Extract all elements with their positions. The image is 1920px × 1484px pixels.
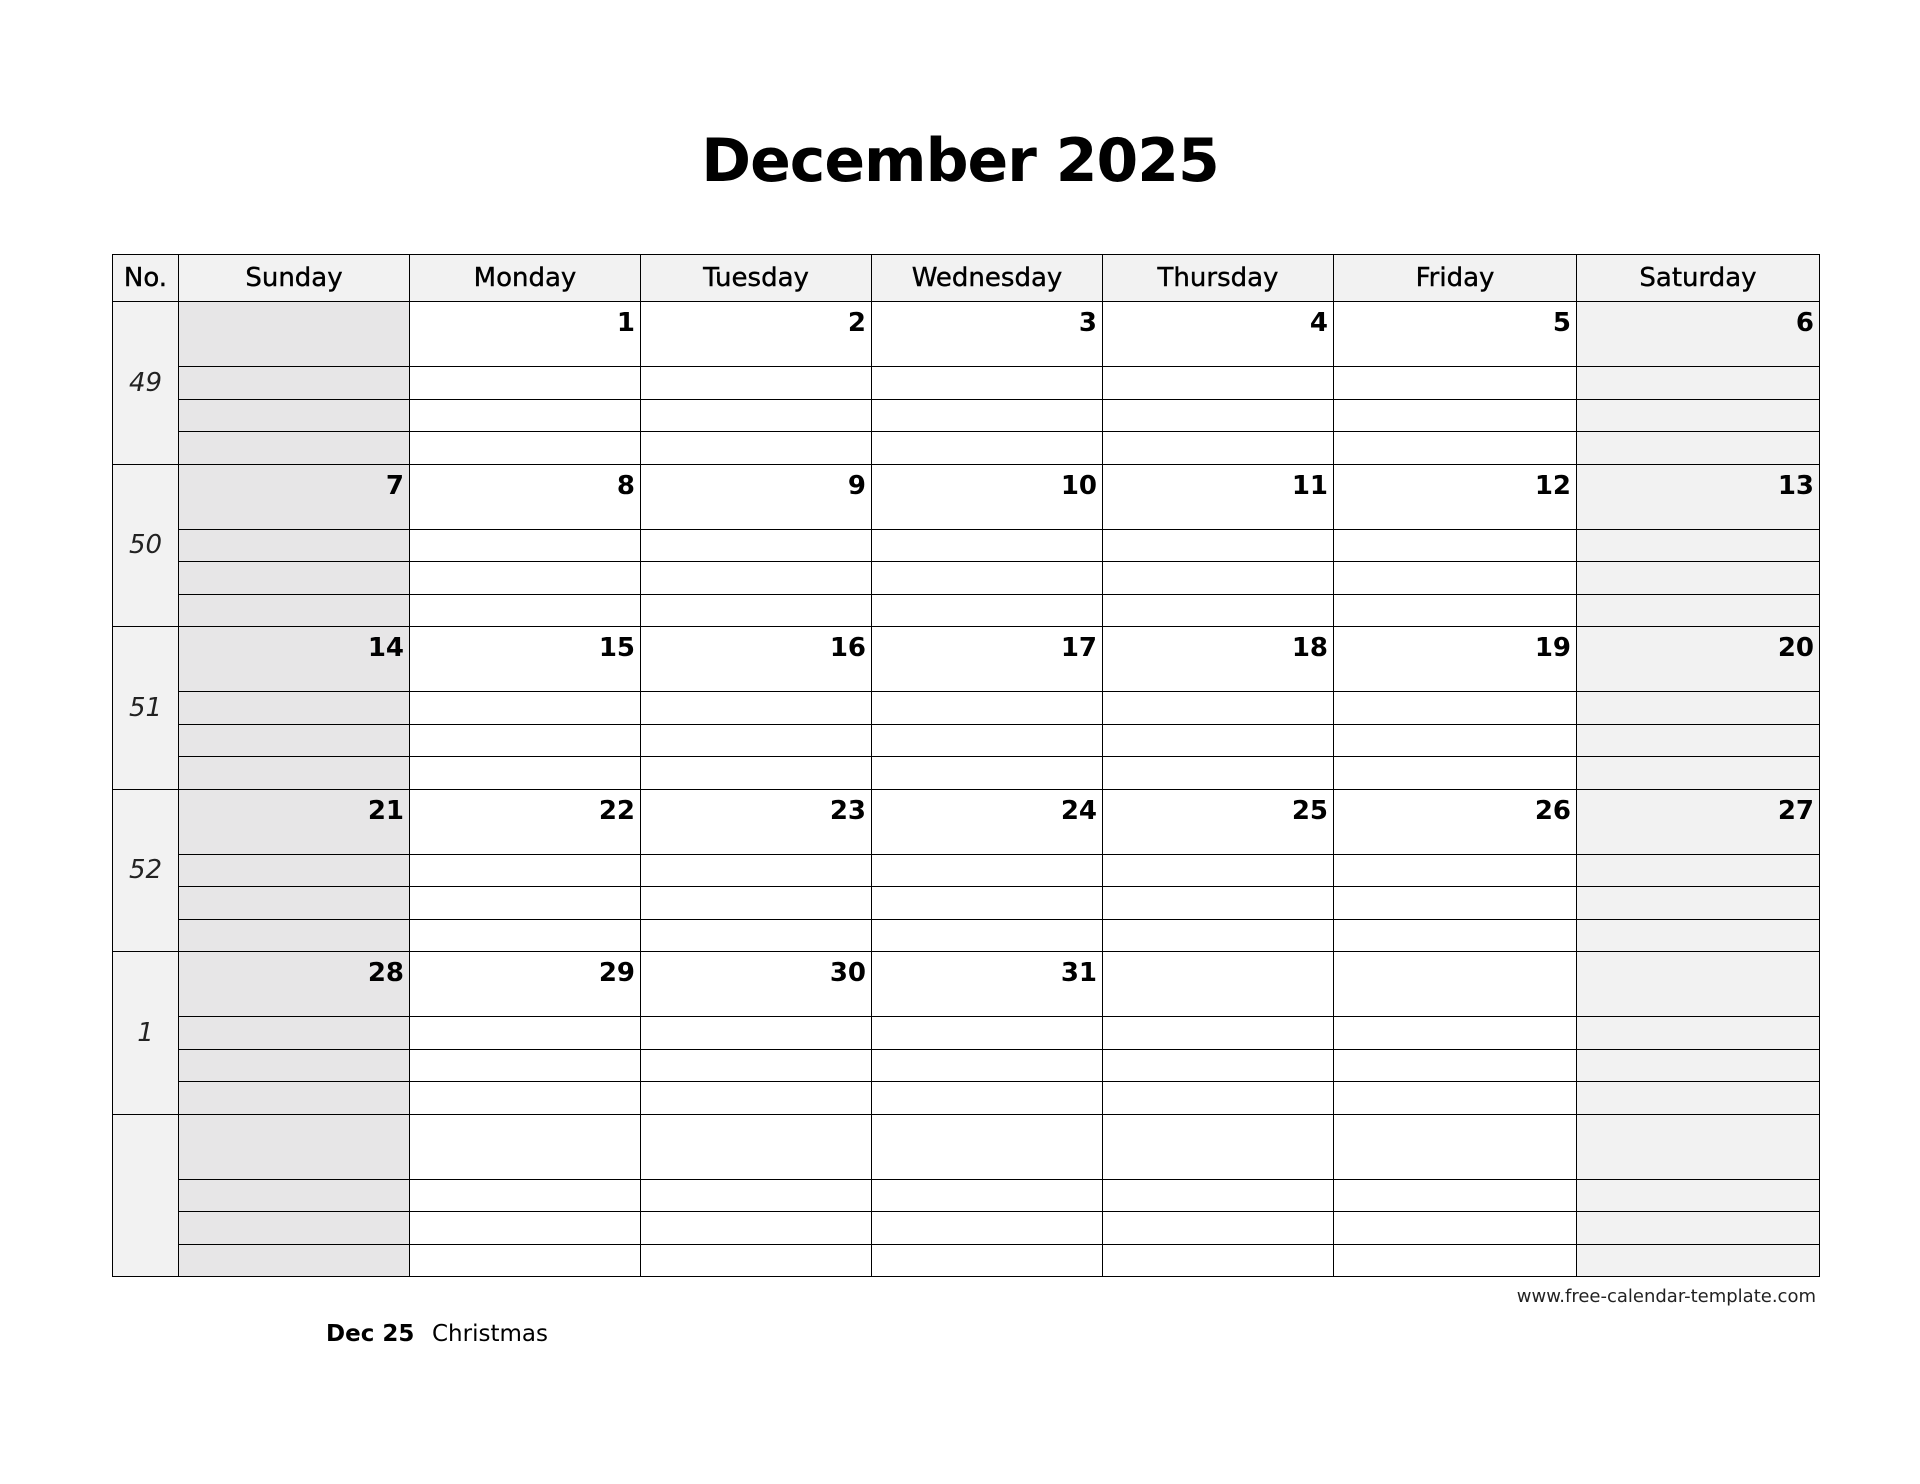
note-line-row bbox=[113, 887, 1820, 920]
day-number bbox=[404, 1132, 409, 1138]
day-number: 10 bbox=[1060, 470, 1097, 501]
note-line-row bbox=[113, 1082, 1820, 1115]
holiday-item bbox=[326, 1321, 548, 1347]
note-line-sunday bbox=[179, 1082, 410, 1115]
day-cell-friday bbox=[1334, 464, 1577, 529]
note-line-tuesday bbox=[641, 692, 872, 725]
holiday-name: Christmas bbox=[432, 1321, 548, 1347]
day-cell-wednesday bbox=[872, 627, 1103, 692]
note-line-saturday bbox=[1577, 887, 1820, 920]
note-line-wednesday bbox=[872, 529, 1103, 562]
header-week-number: No. bbox=[113, 255, 179, 302]
holiday-date: Dec 25 bbox=[326, 1321, 415, 1347]
note-line-tuesday bbox=[641, 1244, 872, 1277]
note-line-wednesday bbox=[872, 1179, 1103, 1212]
note-line-row bbox=[113, 919, 1820, 952]
note-line-saturday bbox=[1577, 399, 1820, 432]
note-line-saturday bbox=[1577, 562, 1820, 595]
note-line-row bbox=[113, 757, 1820, 790]
day-cell-friday bbox=[1334, 1114, 1577, 1179]
note-line-monday bbox=[410, 1017, 641, 1050]
note-line-row bbox=[113, 594, 1820, 627]
note-line-monday bbox=[410, 724, 641, 757]
note-line-tuesday bbox=[641, 919, 872, 952]
note-line-friday bbox=[1334, 1049, 1577, 1082]
day-cell-tuesday bbox=[641, 952, 872, 1017]
note-line-monday bbox=[410, 1049, 641, 1082]
week-number: 49 bbox=[113, 302, 179, 465]
note-line-sunday bbox=[179, 854, 410, 887]
note-line-saturday bbox=[1577, 757, 1820, 790]
day-number: 15 bbox=[598, 633, 635, 663]
day-number: 5 bbox=[1552, 308, 1571, 338]
note-line-saturday bbox=[1577, 692, 1820, 725]
note-line-wednesday bbox=[872, 562, 1103, 595]
note-line-wednesday bbox=[872, 887, 1103, 920]
day-number bbox=[404, 319, 409, 325]
note-line-row bbox=[113, 1244, 1820, 1277]
note-line-thursday bbox=[1103, 1244, 1334, 1277]
note-line-thursday bbox=[1103, 1212, 1334, 1245]
note-line-friday bbox=[1334, 594, 1577, 627]
note-line-thursday bbox=[1103, 594, 1334, 627]
header-sunday: Sunday bbox=[179, 255, 410, 302]
note-line-row bbox=[113, 529, 1820, 562]
day-cell-saturday bbox=[1577, 627, 1820, 692]
note-line-sunday bbox=[179, 887, 410, 920]
note-line-friday bbox=[1334, 432, 1577, 465]
day-cell-sunday bbox=[179, 952, 410, 1017]
note-line-sunday bbox=[179, 1049, 410, 1082]
note-line-monday bbox=[410, 887, 641, 920]
note-line-saturday bbox=[1577, 1244, 1820, 1277]
week-number: 52 bbox=[113, 789, 179, 952]
note-line-sunday bbox=[179, 1212, 410, 1245]
note-line-monday bbox=[410, 432, 641, 465]
note-line-row bbox=[113, 1179, 1820, 1212]
header-tuesday: Tuesday bbox=[641, 255, 872, 302]
day-number bbox=[1097, 1132, 1102, 1138]
note-line-friday bbox=[1334, 399, 1577, 432]
day-number bbox=[1814, 969, 1819, 975]
day-cell-wednesday bbox=[872, 952, 1103, 1017]
calendar-grid bbox=[112, 254, 1820, 1277]
note-line-row bbox=[113, 1017, 1820, 1050]
day-cell-sunday bbox=[179, 302, 410, 367]
note-line-sunday bbox=[179, 757, 410, 790]
note-line-monday bbox=[410, 1179, 641, 1212]
day-cell-friday bbox=[1334, 302, 1577, 367]
day-number: 17 bbox=[1060, 633, 1097, 663]
day-number bbox=[635, 1132, 640, 1138]
note-line-thursday bbox=[1103, 432, 1334, 465]
day-number: 24 bbox=[1060, 795, 1097, 826]
note-line-row bbox=[113, 692, 1820, 725]
header-wednesday: Wednesday bbox=[872, 255, 1103, 302]
note-line-saturday bbox=[1577, 1017, 1820, 1050]
day-cell-monday bbox=[410, 789, 641, 854]
day-number: 2 bbox=[847, 308, 866, 338]
day-cell-friday bbox=[1334, 952, 1577, 1017]
note-line-row bbox=[113, 1049, 1820, 1082]
note-line-row bbox=[113, 724, 1820, 757]
day-cell-friday bbox=[1334, 789, 1577, 854]
note-line-row bbox=[113, 562, 1820, 595]
note-line-wednesday bbox=[872, 757, 1103, 790]
note-line-tuesday bbox=[641, 529, 872, 562]
note-line-thursday bbox=[1103, 1082, 1334, 1115]
note-line-monday bbox=[410, 1244, 641, 1277]
note-line-wednesday bbox=[872, 1049, 1103, 1082]
day-cell-tuesday bbox=[641, 789, 872, 854]
day-number: 3 bbox=[1078, 308, 1097, 338]
note-line-saturday bbox=[1577, 1082, 1820, 1115]
header-saturday: Saturday bbox=[1577, 255, 1820, 302]
note-line-wednesday bbox=[872, 854, 1103, 887]
day-number: 1 bbox=[616, 308, 635, 338]
day-cell-thursday bbox=[1103, 952, 1334, 1017]
note-line-wednesday bbox=[872, 1082, 1103, 1115]
note-line-tuesday bbox=[641, 432, 872, 465]
note-line-sunday bbox=[179, 1244, 410, 1277]
note-line-tuesday bbox=[641, 1082, 872, 1115]
day-cell-thursday bbox=[1103, 789, 1334, 854]
week-number bbox=[113, 1114, 179, 1277]
note-line-monday bbox=[410, 692, 641, 725]
day-number: 22 bbox=[598, 795, 635, 826]
note-line-saturday bbox=[1577, 529, 1820, 562]
note-line-wednesday bbox=[872, 1244, 1103, 1277]
note-line-sunday bbox=[179, 724, 410, 757]
day-cell-wednesday bbox=[872, 789, 1103, 854]
day-number: 16 bbox=[829, 633, 866, 663]
note-line-thursday bbox=[1103, 724, 1334, 757]
note-line-wednesday bbox=[872, 1212, 1103, 1245]
day-cell-tuesday bbox=[641, 302, 872, 367]
day-cell-wednesday bbox=[872, 302, 1103, 367]
note-line-saturday bbox=[1577, 594, 1820, 627]
day-cell-monday bbox=[410, 1114, 641, 1179]
note-line-tuesday bbox=[641, 1049, 872, 1082]
day-number: 12 bbox=[1534, 470, 1571, 501]
note-line-tuesday bbox=[641, 1212, 872, 1245]
week-number: 50 bbox=[113, 464, 179, 627]
week-row bbox=[113, 302, 1820, 367]
header-friday: Friday bbox=[1334, 255, 1577, 302]
note-line-row bbox=[113, 432, 1820, 465]
note-line-sunday bbox=[179, 692, 410, 725]
day-cell-wednesday bbox=[872, 1114, 1103, 1179]
note-line-thursday bbox=[1103, 757, 1334, 790]
note-line-monday bbox=[410, 919, 641, 952]
note-line-sunday bbox=[179, 562, 410, 595]
note-line-sunday bbox=[179, 432, 410, 465]
day-cell-thursday bbox=[1103, 627, 1334, 692]
day-number bbox=[1814, 1132, 1819, 1138]
day-number: 28 bbox=[367, 958, 404, 988]
note-line-friday bbox=[1334, 724, 1577, 757]
note-line-wednesday bbox=[872, 1017, 1103, 1050]
day-cell-monday bbox=[410, 952, 641, 1017]
note-line-thursday bbox=[1103, 367, 1334, 400]
weekday-header-row bbox=[113, 255, 1820, 302]
note-line-saturday bbox=[1577, 1179, 1820, 1212]
note-line-sunday bbox=[179, 1017, 410, 1050]
note-line-monday bbox=[410, 757, 641, 790]
day-number: 8 bbox=[616, 470, 635, 501]
day-number: 11 bbox=[1291, 470, 1328, 501]
note-line-thursday bbox=[1103, 919, 1334, 952]
note-line-saturday bbox=[1577, 854, 1820, 887]
day-cell-saturday bbox=[1577, 1114, 1820, 1179]
day-number: 30 bbox=[829, 958, 866, 988]
day-number: 31 bbox=[1060, 958, 1097, 988]
note-line-sunday bbox=[179, 594, 410, 627]
note-line-friday bbox=[1334, 1212, 1577, 1245]
note-line-thursday bbox=[1103, 1017, 1334, 1050]
note-line-wednesday bbox=[872, 399, 1103, 432]
note-line-wednesday bbox=[872, 432, 1103, 465]
day-number: 9 bbox=[847, 470, 866, 501]
holiday-list bbox=[326, 1321, 548, 1347]
day-number: 6 bbox=[1795, 308, 1814, 338]
day-cell-thursday bbox=[1103, 464, 1334, 529]
day-number: 20 bbox=[1777, 633, 1814, 663]
day-cell-thursday bbox=[1103, 302, 1334, 367]
day-number bbox=[1328, 969, 1333, 975]
note-line-tuesday bbox=[641, 887, 872, 920]
note-line-tuesday bbox=[641, 724, 872, 757]
note-line-monday bbox=[410, 1212, 641, 1245]
day-number: 21 bbox=[367, 795, 404, 826]
note-line-friday bbox=[1334, 919, 1577, 952]
note-line-friday bbox=[1334, 367, 1577, 400]
day-cell-tuesday bbox=[641, 464, 872, 529]
day-cell-sunday bbox=[179, 789, 410, 854]
note-line-thursday bbox=[1103, 1049, 1334, 1082]
note-line-monday bbox=[410, 854, 641, 887]
day-number: 18 bbox=[1291, 633, 1328, 663]
week-row bbox=[113, 1114, 1820, 1179]
note-line-row bbox=[113, 854, 1820, 887]
note-line-friday bbox=[1334, 562, 1577, 595]
note-line-thursday bbox=[1103, 887, 1334, 920]
day-number: 7 bbox=[385, 470, 404, 501]
day-cell-sunday bbox=[179, 464, 410, 529]
note-line-tuesday bbox=[641, 757, 872, 790]
note-line-tuesday bbox=[641, 1017, 872, 1050]
note-line-monday bbox=[410, 562, 641, 595]
day-cell-sunday bbox=[179, 1114, 410, 1179]
week-number: 51 bbox=[113, 627, 179, 790]
note-line-thursday bbox=[1103, 1179, 1334, 1212]
note-line-sunday bbox=[179, 399, 410, 432]
day-cell-saturday bbox=[1577, 464, 1820, 529]
header-monday: Monday bbox=[410, 255, 641, 302]
note-line-thursday bbox=[1103, 562, 1334, 595]
day-cell-saturday bbox=[1577, 952, 1820, 1017]
note-line-sunday bbox=[179, 1179, 410, 1212]
page-title: December 2025 bbox=[701, 126, 1219, 196]
day-cell-tuesday bbox=[641, 627, 872, 692]
day-number bbox=[1571, 969, 1576, 975]
day-number bbox=[866, 1132, 871, 1138]
note-line-friday bbox=[1334, 887, 1577, 920]
note-line-friday bbox=[1334, 1179, 1577, 1212]
day-number: 26 bbox=[1534, 795, 1571, 826]
note-line-monday bbox=[410, 594, 641, 627]
note-line-tuesday bbox=[641, 562, 872, 595]
day-number bbox=[1328, 1132, 1333, 1138]
day-cell-saturday bbox=[1577, 302, 1820, 367]
week-row bbox=[113, 627, 1820, 692]
note-line-saturday bbox=[1577, 432, 1820, 465]
note-line-wednesday bbox=[872, 367, 1103, 400]
note-line-friday bbox=[1334, 854, 1577, 887]
note-line-monday bbox=[410, 399, 641, 432]
day-number: 29 bbox=[598, 958, 635, 988]
note-line-tuesday bbox=[641, 854, 872, 887]
note-line-wednesday bbox=[872, 594, 1103, 627]
note-line-sunday bbox=[179, 529, 410, 562]
week-row bbox=[113, 464, 1820, 529]
note-line-saturday bbox=[1577, 1212, 1820, 1245]
note-line-tuesday bbox=[641, 367, 872, 400]
note-line-saturday bbox=[1577, 919, 1820, 952]
note-line-monday bbox=[410, 529, 641, 562]
day-cell-tuesday bbox=[641, 1114, 872, 1179]
note-line-saturday bbox=[1577, 724, 1820, 757]
day-cell-saturday bbox=[1577, 789, 1820, 854]
day-cell-friday bbox=[1334, 627, 1577, 692]
day-cell-monday bbox=[410, 302, 641, 367]
note-line-friday bbox=[1334, 692, 1577, 725]
note-line-monday bbox=[410, 367, 641, 400]
note-line-friday bbox=[1334, 1017, 1577, 1050]
day-number: 25 bbox=[1291, 795, 1328, 826]
note-line-tuesday bbox=[641, 399, 872, 432]
note-line-tuesday bbox=[641, 1179, 872, 1212]
note-line-thursday bbox=[1103, 854, 1334, 887]
day-cell-sunday bbox=[179, 627, 410, 692]
header-thursday: Thursday bbox=[1103, 255, 1334, 302]
note-line-row bbox=[113, 399, 1820, 432]
note-line-row bbox=[113, 1212, 1820, 1245]
note-line-tuesday bbox=[641, 594, 872, 627]
day-number: 27 bbox=[1777, 795, 1814, 826]
note-line-wednesday bbox=[872, 692, 1103, 725]
day-number: 23 bbox=[829, 795, 866, 826]
day-cell-thursday bbox=[1103, 1114, 1334, 1179]
day-cell-wednesday bbox=[872, 464, 1103, 529]
website-credit: www.free-calendar-template.com bbox=[1516, 1286, 1816, 1307]
note-line-monday bbox=[410, 1082, 641, 1115]
day-number: 19 bbox=[1534, 633, 1571, 663]
note-line-saturday bbox=[1577, 1049, 1820, 1082]
note-line-friday bbox=[1334, 757, 1577, 790]
day-number: 14 bbox=[367, 633, 404, 663]
day-number: 4 bbox=[1309, 308, 1328, 338]
note-line-thursday bbox=[1103, 692, 1334, 725]
note-line-friday bbox=[1334, 1082, 1577, 1115]
note-line-saturday bbox=[1577, 367, 1820, 400]
note-line-friday bbox=[1334, 529, 1577, 562]
note-line-friday bbox=[1334, 1244, 1577, 1277]
day-number: 13 bbox=[1777, 470, 1814, 501]
note-line-thursday bbox=[1103, 399, 1334, 432]
note-line-thursday bbox=[1103, 529, 1334, 562]
week-number: 1 bbox=[113, 952, 179, 1115]
week-row bbox=[113, 952, 1820, 1017]
day-number bbox=[1571, 1132, 1576, 1138]
day-cell-monday bbox=[410, 464, 641, 529]
note-line-sunday bbox=[179, 367, 410, 400]
note-line-sunday bbox=[179, 919, 410, 952]
note-line-wednesday bbox=[872, 919, 1103, 952]
week-row bbox=[113, 789, 1820, 854]
note-line-row bbox=[113, 367, 1820, 400]
day-cell-monday bbox=[410, 627, 641, 692]
note-line-wednesday bbox=[872, 724, 1103, 757]
